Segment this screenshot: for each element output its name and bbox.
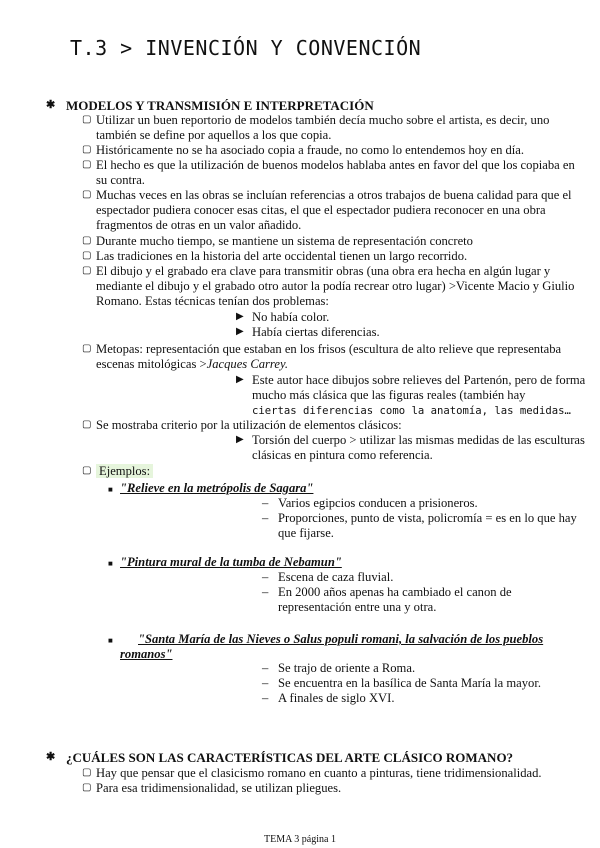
circle-bullet-icon: ▢	[82, 343, 92, 354]
sub-list-item: ▶ No había color.	[236, 310, 330, 324]
list-item: ▢ El hecho es que la utilización de buenos modelos hablaba antes en favor del que los copiaba en su contra.	[82, 158, 575, 187]
circle-bullet-icon: ▢	[82, 265, 92, 276]
example-point: – Se trajo de oriente a Roma.	[262, 661, 416, 675]
page-footer: TEMA 3 página 1	[264, 834, 336, 845]
list-item: ▢ El dibujo y el grabado era clave para transmitir obras (una obra era hecha en algún lugar y mediante el dibujo y el grabado otro autor la podía recrear otro lugar) >Vicente Macio y Giulio Romano. Estas técnicas tenían dos problemas:	[82, 264, 575, 308]
list-item: ▢ Se mostraba criterio por la utilización de elementos clásicos:	[82, 418, 402, 432]
sub-list-item: ▶ Torsión del cuerpo > utilizar las mismas medidas de las esculturas clásicas en pintura como referencia.	[236, 433, 585, 462]
sub-list-item: ▶ Este autor hace dibujos sobre relieves del Partenón, pero de forma mucho más clásica que las figuras reales (también hay ciertas diferencias como la anatomía, las medidas…	[236, 373, 586, 417]
circle-bullet-icon: ▢	[82, 250, 92, 261]
example-title: ■ "Santa María de las Nieves o Salus populi romani, la salvación de los pueblos romanos"	[108, 632, 544, 661]
circle-bullet-icon: ▢	[82, 767, 92, 778]
example-point: – En 2000 años apenas ha cambiado el canon de representación entre una y otra.	[262, 585, 512, 614]
list-item	[82, 464, 582, 479]
section-heading-2: ✱ ¿CUÁLES SON LAS CARACTERÍSTICAS DEL ARTE CLÁSICO ROMANO?	[46, 750, 514, 765]
circle-bullet-icon: ▢	[82, 189, 92, 200]
example-point: – A finales de siglo XVI.	[262, 691, 395, 705]
square-bullet-icon: ■	[108, 559, 113, 568]
square-bullet-icon: ■	[108, 485, 113, 494]
arrow-bullet-icon: ▶	[236, 374, 244, 385]
circle-bullet-icon: ▢	[82, 782, 92, 793]
example-point: – Se encuentra en la basílica de Santa María la mayor.	[262, 676, 541, 690]
list-item: ▢ Durante mucho tiempo, se mantiene un sistema de representación concreto	[82, 234, 473, 248]
circle-bullet-icon: ▢	[82, 465, 92, 476]
circle-bullet-icon: ▢	[82, 144, 92, 155]
example-title: ■ "Pintura mural de la tumba de Nebamun"	[108, 555, 342, 569]
example-point: – Proporciones, punto de vista, policromía = es en lo que hay que fijarse.	[262, 511, 577, 540]
circle-bullet-icon: ▢	[82, 114, 92, 125]
page-title: T.3 > INVENCIÓN Y CONVENCIÓN	[70, 36, 422, 60]
circle-bullet-icon: ▢	[82, 159, 92, 170]
example-point: – Varios egipcios conducen a prisioneros.	[262, 496, 478, 510]
bullet-icon: ✱	[46, 751, 56, 763]
list-item: ▢ Hay que pensar que el clasicismo romano en cuanto a pinturas, tiene tridimensionalidad.	[82, 766, 542, 780]
example-point: – Escena de caza fluvial.	[262, 570, 394, 584]
sub-list-item: ▶ Había ciertas diferencias.	[236, 325, 380, 339]
list-item: ▢ Las tradiciones en la historia del arte occidental tienen un largo recorrido.	[82, 249, 468, 263]
section-heading-1: ✱ MODELOS Y TRANSMISIÓN E INTERPRETACIÓN	[46, 98, 374, 113]
bullet-icon: ✱	[46, 99, 56, 111]
circle-bullet-icon: ▢	[82, 419, 92, 430]
circle-bullet-icon: ▢	[82, 235, 92, 246]
list-item: ▢ Para esa tridimensionalidad, se utilizan pliegues.	[82, 781, 342, 795]
list-item: ▢ Utilizar un buen reportorio de modelos también decía mucho sobre el artista, es decir, uno también se define por aquellos a los que copia.	[82, 113, 550, 142]
list-item: ▢ Históricamente no se ha asociado copia a fraude, no como lo entendemos hoy en día.	[82, 143, 525, 157]
arrow-bullet-icon: ▶	[236, 326, 244, 337]
arrow-bullet-icon: ▶	[236, 434, 244, 445]
example-title: ■ "Relieve en la metrópolis de Sagara"	[108, 481, 314, 495]
square-bullet-icon: ■	[108, 636, 113, 645]
examples-label: Ejemplos:	[96, 464, 153, 478]
arrow-bullet-icon: ▶	[236, 311, 244, 322]
list-item: ▢ Muchas veces en las obras se incluían referencias a otros trabajos de buena calidad para que el espectador pudiera conocer esas citas, el que el espectador pudiera reconocer en una obra fragmentos de otras en un valor añadido.	[82, 188, 572, 232]
list-item: ▢ Metopas: representación que estaban en los frisos (escultura de alto relieve que representaba escenas mitológicas >Jacques Carrey.	[82, 342, 562, 371]
